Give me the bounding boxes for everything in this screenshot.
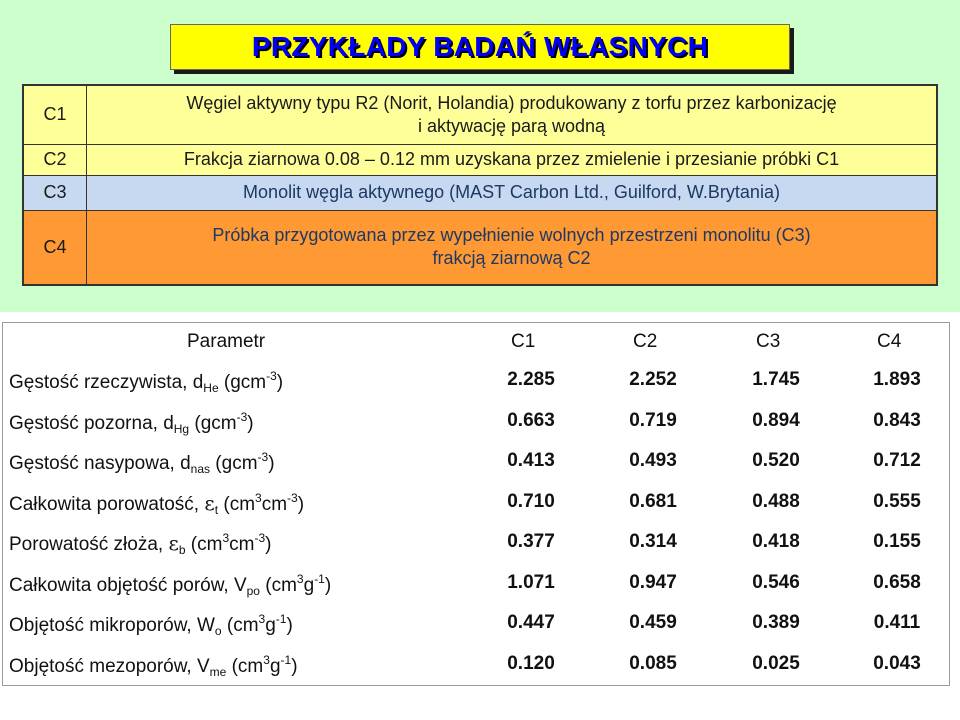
parameter-value-c4: 0.555 xyxy=(873,490,921,512)
sample-code: C1 xyxy=(23,85,87,144)
parameter-row xyxy=(3,523,949,563)
parameter-value-c1: 1.071 xyxy=(507,571,555,593)
header-c3: C3 xyxy=(756,331,781,352)
sample-row-c4 xyxy=(23,210,937,285)
slide-title: PRZYKŁADY BADAŃ WŁASNYCH xyxy=(251,31,709,62)
parameter-row xyxy=(3,604,949,644)
parameter-value-c1: 0.710 xyxy=(507,490,555,512)
parameter-label: Gęstość rzeczywista, $d_{He}$ (gcm$^{-3}$) xyxy=(9,369,284,395)
parameter-label: Całkowita porowatość, $\varepsilon_t$ $(cm^3cm^{-3})$ xyxy=(9,490,305,517)
parameter-value-c1: 0.447 xyxy=(507,612,555,633)
parameter-value-c2: 0.314 xyxy=(629,531,677,552)
sample-row-c3 xyxy=(23,175,937,210)
parameter-value-c4: 0.155 xyxy=(873,531,921,552)
parameter-value-c4: 0.658 xyxy=(873,571,921,593)
parameter-label: Gęstość pozorna, $d_{Hg}$ (gcm$^{-3}$) xyxy=(9,409,254,436)
header-parametr: Parametr xyxy=(187,331,266,352)
parameter-value-c2: 2.252 xyxy=(629,369,677,390)
parameter-label: Objętość mezoporów, $V_{me}$ $(cm^3g^{-1})$ xyxy=(9,652,298,679)
sample-code: C2 xyxy=(23,144,87,175)
sample-row-c1 xyxy=(23,85,937,144)
sample-description-line: i aktywację parą wodną xyxy=(417,115,606,136)
parameter-value-c1: 0.663 xyxy=(507,409,555,431)
parameter-value-c3: 0.418 xyxy=(752,531,800,552)
parameter-label: Porowatość złoża, $\varepsilon_b$ $(cm^3cm^{-3})$ xyxy=(9,531,272,557)
parameter-value-c3: 0.025 xyxy=(752,652,800,674)
sample-description-line: frakcją ziarnową C2 xyxy=(432,248,591,269)
header-c1: C1 xyxy=(511,331,536,352)
sample-code: C4 xyxy=(23,210,87,285)
sample-description-line: Monolit węgla aktywnego (MAST Carbon Ltd., Guilford, W.Brytania) xyxy=(243,182,780,202)
parameter-label: Gęstość nasypowa, $d_{nas}$ (gcm$^{-3}$) xyxy=(9,450,275,476)
parameter-label: Całkowita objętość porów, $V_{po}$ $(cm^3g^{-1})$ xyxy=(9,571,332,598)
parameter-row xyxy=(3,361,949,401)
parameter-value-c3: 0.520 xyxy=(752,450,800,471)
parameter-value-c3: 0.894 xyxy=(752,409,800,431)
parameter-value-c4: 0.411 xyxy=(873,612,921,633)
parameters-table xyxy=(2,322,950,686)
parameter-value-c4: 1.893 xyxy=(873,369,921,390)
sample-code: C3 xyxy=(23,175,87,210)
sample-description-line: Próbka przygotowana przez wypełnienie wolnych przestrzeni monolitu (C3) xyxy=(212,225,811,246)
parameter-row xyxy=(3,442,949,482)
parameter-value-c4: 0.043 xyxy=(873,652,921,674)
parameter-value-c2: 0.493 xyxy=(629,450,677,471)
parameter-row xyxy=(3,645,949,685)
parameter-value-c3: 0.546 xyxy=(752,571,800,593)
sample-description xyxy=(87,144,938,175)
samples-table xyxy=(22,84,938,286)
parameter-value-c4: 0.712 xyxy=(873,450,921,471)
parameter-row xyxy=(3,483,949,523)
sample-description xyxy=(87,85,938,144)
parameter-value-c2: 0.085 xyxy=(629,652,677,674)
parameter-value-c1: 0.120 xyxy=(507,652,555,674)
parameter-value-c3: 0.488 xyxy=(752,490,800,512)
parameter-value-c1: 0.377 xyxy=(507,531,555,552)
parameter-value-c3: 1.745 xyxy=(752,369,800,390)
sample-description xyxy=(87,175,938,210)
sample-description-line: Frakcja ziarnowa 0.08 – 0.12 mm uzyskana przez zmielenie i przesianie próbki C1 xyxy=(183,149,840,169)
parameter-value-c2: 0.459 xyxy=(629,612,677,633)
parameters-header-row xyxy=(3,327,949,359)
parameter-value-c2: 0.681 xyxy=(629,490,677,512)
parameter-value-c4: 0.843 xyxy=(873,409,921,431)
slide-title-box xyxy=(170,24,790,70)
sample-description-line: Węgiel aktywny typu R2 (Norit, Holandia) produkowany z torfu przez karbonizację xyxy=(186,92,837,113)
parameter-row xyxy=(3,402,949,442)
parameter-label: Objętość mikroporów, $W_o$ $(cm^3g^{-1})$ xyxy=(9,612,293,638)
header-c2: C2 xyxy=(633,331,658,352)
parameter-row xyxy=(3,564,949,604)
parameter-value-c2: 0.947 xyxy=(629,571,677,593)
header-c4: C4 xyxy=(877,331,902,352)
parameter-value-c2: 0.719 xyxy=(629,409,677,431)
parameter-value-c1: 0.413 xyxy=(507,450,555,471)
parameter-value-c1: 2.285 xyxy=(507,369,555,390)
sample-row-c2 xyxy=(23,144,937,175)
parameter-value-c3: 0.389 xyxy=(752,612,800,633)
sample-description xyxy=(87,210,938,285)
